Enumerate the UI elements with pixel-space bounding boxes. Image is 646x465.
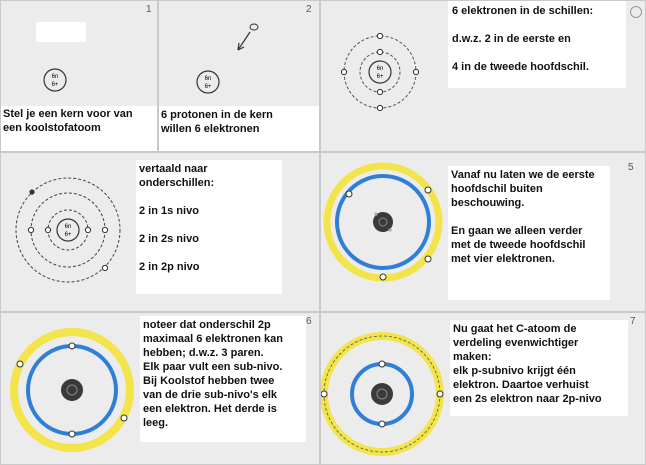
svg-text:6+: 6+ bbox=[376, 74, 384, 80]
panel-caption: Vanaf nu laten we de eerste hoofdschil buiten beschouwing. En gaan we alleen verder met de tweede hoofdschil met vier elektronen. bbox=[448, 166, 610, 300]
svg-text:6n: 6n bbox=[51, 74, 59, 80]
panel-3 bbox=[320, 0, 646, 152]
svg-text:6n: 6n bbox=[376, 66, 384, 72]
svg-text:6n: 6n bbox=[204, 76, 212, 82]
panel-2 bbox=[158, 0, 320, 152]
svg-text:6+: 6+ bbox=[204, 84, 212, 90]
atom-two-shells bbox=[320, 0, 450, 152]
panel-caption: 6 protonen in de kern willen 6 elektronen bbox=[158, 106, 320, 152]
atom-hybrid bbox=[320, 312, 460, 465]
svg-text:6n: 6n bbox=[64, 224, 72, 230]
panel-number: 5 bbox=[628, 162, 634, 173]
atom-p-orbitals bbox=[0, 312, 140, 465]
svg-text:6+: 6+ bbox=[51, 82, 59, 88]
panel-number: 1 bbox=[146, 4, 152, 15]
atom-second-shell bbox=[320, 152, 450, 312]
atom-three-shells bbox=[0, 152, 140, 312]
panel-number: 2 bbox=[306, 4, 312, 15]
panel-4 bbox=[0, 152, 320, 312]
panel-5 bbox=[320, 152, 646, 312]
panel-1 bbox=[0, 0, 158, 152]
svg-text:6+: 6+ bbox=[64, 232, 72, 238]
corner-mark-icon bbox=[630, 6, 642, 18]
panel-caption: Stel je een kern voor van een koolstofatoom bbox=[0, 106, 158, 152]
panel-7 bbox=[320, 312, 646, 465]
panel-caption: Nu gaat het C-atoom de verdeling evenwichtiger maken: elk p-subnivo krijgt één elektron. Daartoe verhuist een 2s elektron naar 2p-nivo bbox=[450, 320, 628, 416]
panel-caption: vertaald naar onderschillen: 2 in 1s nivo 2 in 2s nivo 2 in 2p nivo bbox=[136, 160, 282, 294]
panel-number: 7 bbox=[630, 316, 636, 327]
panel-caption: noteer dat onderschil 2p maximaal 6 elektronen kan hebben; d.w.z. 3 paren. Elk paar vult een sub-nivo. Bij Koolstof hebben twee van de drie sub-nivo's elk een elektron. Het derde is leeg. bbox=[140, 316, 306, 442]
panel-6 bbox=[0, 312, 320, 465]
panel-caption: 6 elektronen in de schillen: d.w.z. 2 in de eerste en 4 in de tweede hoofdschil. bbox=[448, 0, 626, 88]
panel-number: 6 bbox=[306, 316, 312, 327]
